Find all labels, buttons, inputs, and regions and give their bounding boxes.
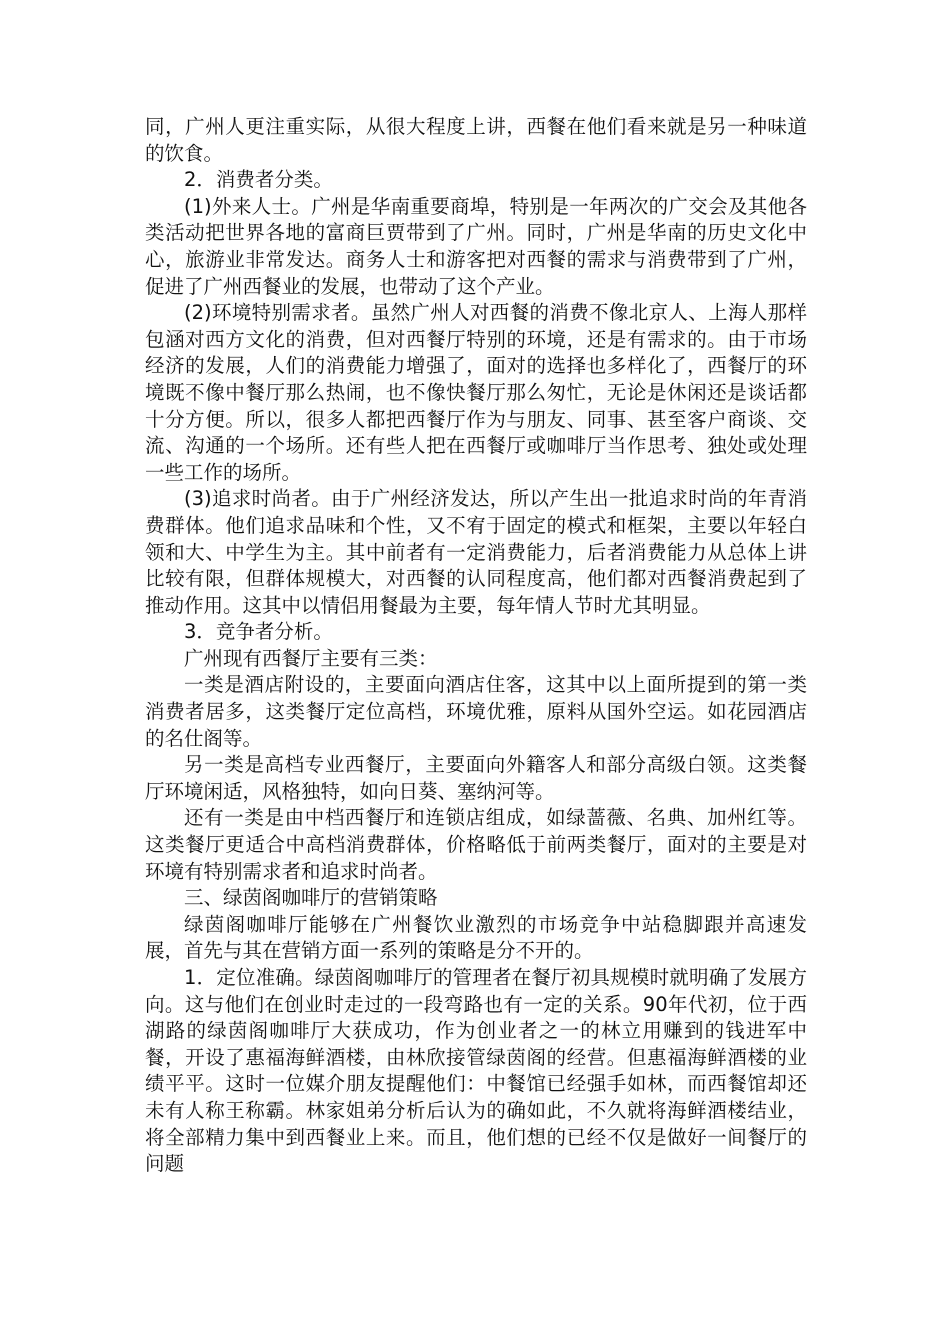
document-page: [145, 114, 807, 1178]
paragraph-mid-range-chains: 还有一类是由中档西餐厅和连锁店组成，如绿蔷薇、名典、加州红等。这类餐厅更适合中高档消费群体，价格略低于前两类餐厅，面对的主要是对环境有特别需求者和追求时尚者。: [145, 806, 807, 883]
paragraph-environment-seekers: (2)环境特别需求者。虽然广州人对西餐的消费不像北京人、上海人那样包涵对西方文化的消费，但对西餐厅特别的环境，还是有需求的。由于市场经济的发展，人们的消费能力增强了，面对的选择也多样化了，西餐厅的环境既不像中餐厅那么热闹，也不像快餐厅那么匆忙，无论是休闲还是谈话都十分方便。所以，很多人都把西餐厅作为与朋友、同事、甚至客户商谈、交流、沟通的一个场所。还有些人把在西餐厅或咖啡厅当作思考、独处或处理一些工作的场所。: [145, 301, 807, 484]
paragraph-outsiders: (1)外来人士。广州是华南重要商埠，特别是一年两次的广交会及其他各类活动把世界各地的富商巨贾带到了广州。同时，广州是华南的历史文化中心，旅游业非常发达。商务人士和游客把对西餐的需求与消费带到了广州，促进了广州西餐业的发展，也带动了这个产业。: [145, 194, 807, 298]
paragraph-three-types: 广州现有西餐厅主要有三类：: [184, 646, 438, 670]
paragraph-positioning: 1．定位准确。绿茵阁咖啡厅的管理者在餐厅初具规模时就明确了发展方向。这与他们在创业时走过的一段弯路也有一定的关系。90年代初，位于西湖路的绿茵阁咖啡厅大获成功，作为创业者之一的林立用赚到的钱进军中餐，开设了惠福海鲜酒楼，由林欣接管绿茵阁的经营。但惠福海鲜酒楼的业绩平平。这时一位媒介朋友提醒他们：中餐馆已经强手如林，而西餐馆却还未有人称王称霸。林家姐弟分析后认为的确如此，不久就将海鲜酒楼结业，将全部精力集中到西餐业上来。而且，他们想的已经不仅是做好一间餐厅的问题: [145, 966, 807, 1176]
heading-consumer-classification: 2．消费者分类。: [184, 168, 333, 192]
heading-marketing-strategy: 三、绿茵阁咖啡厅的营销策略: [184, 886, 438, 910]
heading-competitor-analysis: 3．竞争者分析。: [184, 620, 333, 644]
paragraph-strategy-intro: 绿茵阁咖啡厅能够在广州餐饮业激烈的市场竞争中站稳脚跟并高速发展，首先与其在营销方面一系列的策略是分不开的。: [145, 912, 807, 963]
paragraph-continuation: 同，广州人更注重实际，从很大程度上讲，西餐在他们看来就是另一种味道的饮食。: [145, 115, 807, 165]
paragraph-hotel-restaurants: 一类是酒店附设的，主要面向酒店住客，这其中以上面所提到的第一类消费者居多，这类餐厅定位高档，环境优雅，原料从国外空运。如花园酒店的名仕阁等。: [145, 673, 807, 750]
paragraph-high-end-restaurants: 另一类是高档专业西餐厅，主要面向外籍客人和部分高级白领。这类餐厅环境闲适，风格独特，如向日葵、塞纳河等。: [145, 753, 807, 803]
paragraph-fashion-seekers: (3)追求时尚者。由于广州经济发达，所以产生出一批追求时尚的年青消费群体。他们追求品味和个性，又不宥于固定的模式和框架，主要以年轻白领和大、中学生为主。其中前者有一定消费能力，后者消费能力从总体上讲比较有限，但群体规模大，对西餐的认同程度高，他们都对西餐消费起到了推动作用。这其中以情侣用餐最为主要，每年情人节时尤其明显。: [145, 487, 807, 617]
